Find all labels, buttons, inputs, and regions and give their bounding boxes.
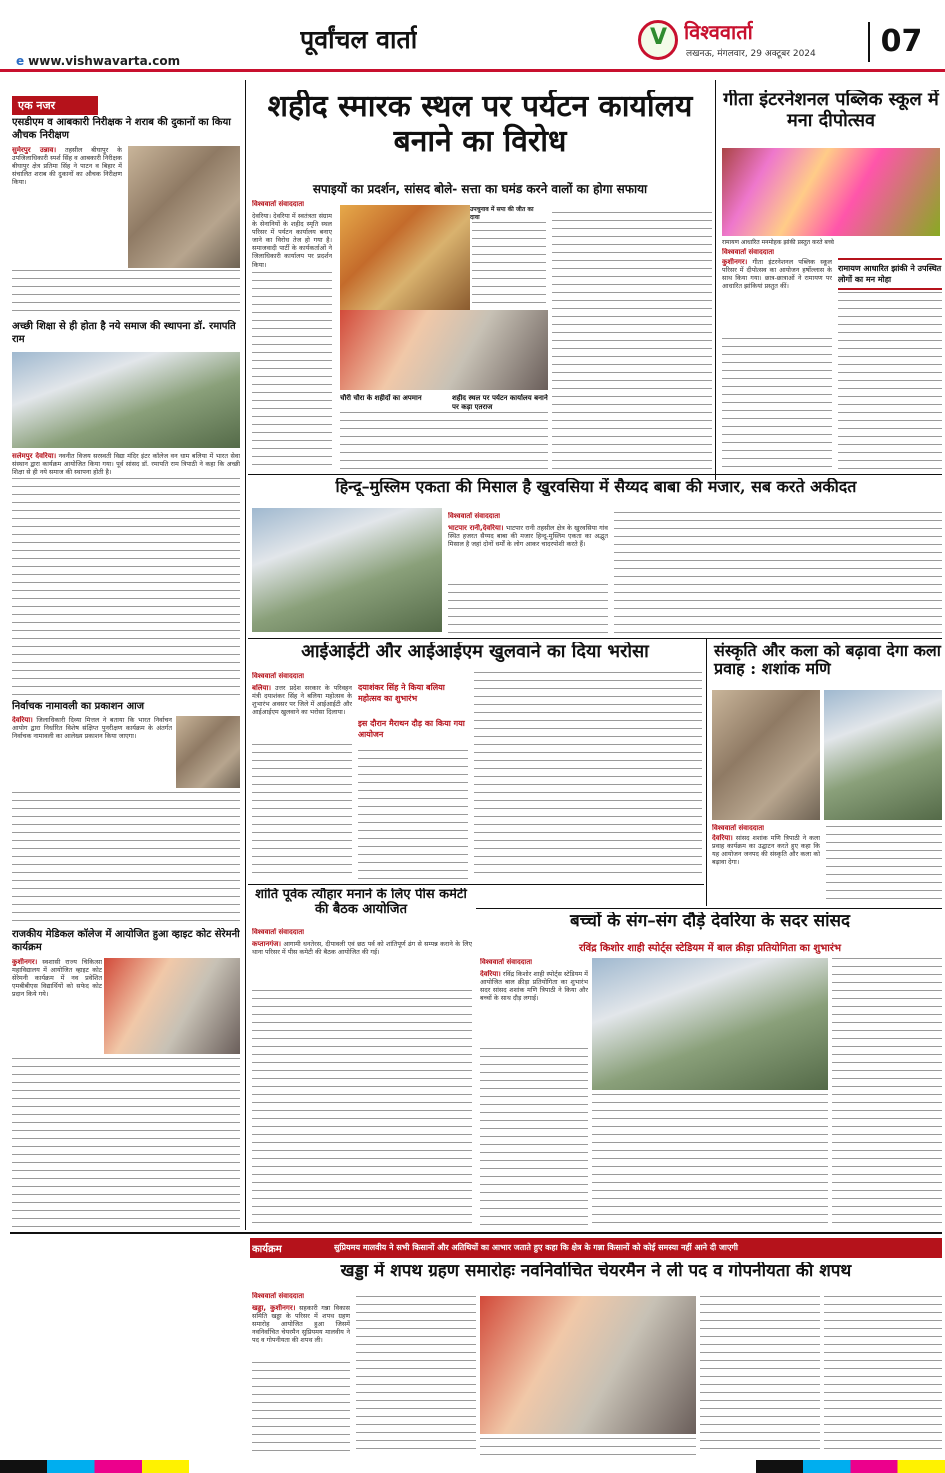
news-photo: [340, 205, 470, 310]
byline: विश्ववार्ता संवाददाता: [252, 672, 305, 680]
body-text-lines: [614, 512, 942, 634]
byline: विश्ववार्ता संवाददाता: [712, 824, 765, 832]
byline: विश्ववार्ता संवाददाता: [252, 200, 305, 208]
sports-headline: बच्चों के संग–संग दौड़े देवरिया के सदर सांसद: [570, 912, 850, 931]
category-tag: कार्यक्रम: [252, 1244, 282, 1255]
brief-title: एसडीएम व आबकारी निरीक्षक ने शराब की दुकानों का किया औचक निरीक्षण: [12, 117, 231, 141]
body-text-lines: [356, 1296, 476, 1456]
body-text-lines: [480, 1048, 588, 1228]
body-text-lines: [700, 1296, 820, 1456]
body-text-lines: [826, 826, 942, 906]
body-text-lines: [592, 1094, 828, 1228]
body-text-lines: [722, 338, 832, 472]
row-divider: [248, 474, 942, 475]
gita-headline: गीता इंटरनेशनल पब्लिक स्कूल में मना दीपोत्सव: [723, 90, 939, 131]
news-photo: [252, 508, 442, 632]
body-text-lines: [552, 212, 712, 472]
article-body: देवरिया। रविंद्र किशोर शाही स्पोर्ट्स स्टेडियम में आयोजित बाल क्रीड़ा प्रतियोगिता का शुभारंभ सदर सांसद शशांक मणि त्रिपाठी ने किया और बच्चों के साथ दौड़ लगाई।: [480, 970, 588, 1003]
news-photo: [480, 1296, 696, 1434]
body-text-lines: [474, 672, 702, 880]
mazar-headline: हिन्दू–मुस्लिम एकता की मिसाल है खुरवसिया में सैय्यद बाबा की मजार, सब करते अकीदत: [335, 478, 857, 496]
brief-education: [12, 320, 240, 346]
brief-medical: [12, 928, 240, 954]
site-url-text: www.vishwavarta.com: [28, 54, 181, 68]
article-body: देवरिया। देवरिया में स्वतंत्रता संग्राम के सेनानियों के शहीद स्मृति स्थल परिसर में पर्यटन कार्यालय बनाए जाने का विरोध तेज हो गया है। समाजवादी पार्टी के कार्यकर्ताओं ने जिलाधिकारी कार्यालय पर प्रदर्शन किया।: [252, 212, 332, 269]
article-body: खड्डा, कुशीनगर। सहकारी गन्ना विकास समिति खड्डा के परिसर में शपथ ग्रहण समारोह आयोजित हुआ जिसमें नवनिर्वाचित चेयरमैन सुप्रियमय मालवीय ने पद व गोपनीयता की शपथ ली।: [252, 1304, 350, 1345]
news-photo: [722, 148, 940, 236]
section-title: पूर्वांचल वार्ता: [300, 25, 418, 54]
brief-title: राजकीय मेडिकल कॉलेज में आयोजित हुआ व्हाइट कोट सेरेमनी कार्यक्रम: [12, 929, 240, 953]
brief-excise: [12, 116, 240, 142]
brand-name: विश्ववार्ता: [684, 20, 753, 44]
row-divider: [476, 908, 942, 909]
byline: विश्ववार्ता संवाददाता: [480, 958, 533, 966]
row-divider: [248, 884, 704, 885]
news-photo: [128, 146, 240, 268]
peace-headline: शांति पूर्वक त्यौहार मनाने के लिए पीस कमेटी की बैठक आयोजित: [255, 888, 467, 917]
pull-quote: रामायण आधारित झांकी ने उपस्थित लोगों का मन मोहा: [838, 258, 942, 290]
body-text-lines: [252, 744, 352, 880]
sports-subhead: रविंद्र किशोर शाही स्पोर्ट्स स्टेडियम में बाल क्रीड़ा प्रतियोगिता का शुभारंभ: [579, 943, 841, 954]
body-text-lines: [824, 1296, 942, 1456]
body-text-lines: [358, 750, 468, 880]
brand-logo-icon: V: [638, 20, 678, 60]
news-photo: [12, 352, 240, 448]
column-divider: [715, 80, 716, 480]
print-color-bar: [0, 1460, 945, 1473]
body-text-lines: [252, 272, 332, 472]
bullet-point: दयाशंकर सिंह ने किया बलिया महोत्सव का शुभारंभ: [358, 683, 445, 703]
body-text-lines: [838, 292, 942, 472]
article-body: देवरिया। सांसद शशांक मणि त्रिपाठी ने कला प्रवाह कार्यक्रम का उद्घाटन करते हुए कहा कि यह आयोजन जनपद की संस्कृति और कला को बढ़ावा देगा।: [712, 834, 820, 867]
body-text-lines: [340, 412, 548, 472]
column-divider: [706, 638, 707, 906]
news-photo: [340, 310, 548, 390]
body-text-lines: [12, 478, 240, 698]
article-body: बलिया। उत्तर प्रदेश सरकार के परिवहन मंत्री दयाशंकर सिंह ने बलिया महोत्सव के शुभारंभ अवसर पर जिले में आईआईटी और आईआईएम खुलवाने का भरोसा दिलाया।: [252, 684, 352, 717]
news-photo: [824, 690, 942, 820]
ek-nazar-box: एक नजर: [12, 96, 98, 115]
photo-caption: रामायण आधारित मनमोहक झांकी प्रस्तुत करते बच्चे: [722, 238, 940, 246]
news-photo: [104, 958, 240, 1054]
news-photo: [592, 958, 828, 1090]
lead-headline: शहीद स्मारक स्थल पर पर्यटन कार्यालय बनाने का विरोध: [267, 90, 693, 159]
article-body: कुशीनगर। गीता इंटरनेशनल पब्लिक स्कूल परिसर में दीपोत्सव का आयोजन हर्षोल्लास के साथ किया गया। छात्र-छात्राओं ने रामायण पर आधारित झांकियां प्रस्तुत कीं।: [722, 258, 832, 291]
byline: विश्ववार्ता संवाददाता: [252, 1292, 305, 1300]
subhead: चौरी चौरा के शहीदों का अपमान: [340, 394, 422, 402]
sanskriti-headline: संस्कृति और कला को बढ़ावा देगा कला प्रवाह : शशांक मणि: [714, 642, 941, 679]
body-text-lines: [12, 792, 240, 926]
brief-body: देवरिया। जिलाधिकारी दिव्या मित्तल ने बताया कि भारत निर्वाचन आयोग द्वारा निर्धारित विशेष संक्षिप्त पुनरीक्षण कार्यक्रम के अंतर्गत निर्वाचक नामावली का आलेख्य प्रकाशन किया जाएगा।: [12, 716, 172, 741]
brief-title: निर्वाचक नामावली का प्रकाशन आज: [12, 701, 145, 712]
oath-headline: खड्डा में शपथ ग्रहण समारोहः नवनिर्वाचित चेयरमैन ने ली पद व गोपनीयता की शपथ: [340, 1262, 852, 1281]
portrait-photo: [176, 716, 240, 788]
site-url[interactable]: [16, 54, 180, 68]
brief-body: सुमेरपुर उन्नाव। तहसील बीघापुर के उपजिलाधिकारी स्पर्श सिंह व आबकारी निरीक्षक बीघापुर क्षेत्र प्रतिमा सिंह ने पाटन व बिहार में संचालित शराब की दुकानों का औचक निरीक्षण किया।: [12, 146, 122, 187]
browser-icon: e: [16, 54, 25, 68]
brief-body: सलेमपुर देवरिया। नवनीत विजय सरस्वती विद्या मंदिर इंटर कॉलेज वन धाम बलिया में भारत सेवा संस्थान द्वारा कार्यक्रम आयोजित किया गया। पूर्व सांसद डॉ. रमापति राम त्रिपाठी ने कहा कि अच्छी शिक्षा से ही नये समाज की स्थापना होती है।: [12, 452, 240, 476]
body-text-lines: [472, 222, 546, 312]
strap-text: सुप्रियमय मालवीय ने सभी किसानों और अतिथियों का आभार जताते हुए कहा कि क्षेत्र के गन्ना किसानों को कोई समस्या नहीं आने दी जाएगी: [334, 1243, 738, 1252]
brief-body: कुशीनगर। स्वशासी राज्य चिकित्सा महाविद्यालय में आयोजित व्हाइट कोट सेरेमनी कार्यक्रम में नव प्रवेशित एमबीबीएस विद्यार्थियों को सफेद कोट प्रदान किये गये।: [12, 958, 102, 999]
iiit-headline: आईआईटी और आईआईएम खुलवाने का दिया भरोसा: [301, 642, 649, 662]
issue-date: लखनऊ, मंगलवार, 29 अक्टूबर 2024: [686, 49, 816, 59]
body-text-lines: [12, 1058, 240, 1228]
photo-caption: उपचुनाव में सपा की जीत का दावा: [470, 205, 545, 221]
row-divider: [10, 1232, 942, 1234]
lead-deck: सपाइयों का प्रदर्शन, सांसद बोले- सत्ता का घमंड करने वालों का होगा सफाया: [312, 182, 648, 196]
article-body: कप्तानगंज। आगामी धनतेरस, दीपावली एवं छठ पर्व को शांतिपूर्ण ढंग से सम्पन्न कराने के लिए थाना परिसर में पीस कमेटी की बैठक आयोजित की गई।: [252, 940, 472, 957]
page-number: 07: [868, 22, 933, 62]
brief-voter-list: [12, 700, 240, 713]
body-text-lines: [480, 1438, 696, 1456]
byline: विश्ववार्ता संवाददाता: [448, 512, 501, 520]
body-text-lines: [448, 584, 608, 634]
brief-title: अच्छी शिक्षा से ही होता है नये समाज की स्थापना डॉ. रमापति राम: [12, 321, 236, 345]
column-divider: [245, 80, 246, 1230]
subhead: शहीद स्थल पर पर्यटन कार्यालय बनाने पर कड़ा एतराज: [452, 394, 548, 411]
article-body: भाटपार रानी,देवरिया। भाटपार रानी तहसील क्षेत्र के खुरवसिया गांव स्थित हजरत सैय्यद बाबा की मजार हिन्दू-मुस्लिम एकता का अद्भुत मिसाल है जहां दोनों धर्मों के लोग आकर चादरपोशी करते हैं।: [448, 524, 608, 549]
body-text-lines: [252, 990, 472, 1230]
byline: विश्ववार्ता संवाददाता: [252, 928, 305, 936]
news-photo: [712, 690, 820, 820]
body-text-lines: [252, 1362, 350, 1456]
row-divider: [248, 638, 942, 639]
body-text-lines: [12, 270, 240, 318]
body-text-lines: [832, 958, 942, 1228]
bullet-point: इस दौरान मैराथन दौड़ का किया गया आयोजन: [358, 719, 465, 739]
byline: विश्ववार्ता संवाददाता: [722, 248, 775, 256]
